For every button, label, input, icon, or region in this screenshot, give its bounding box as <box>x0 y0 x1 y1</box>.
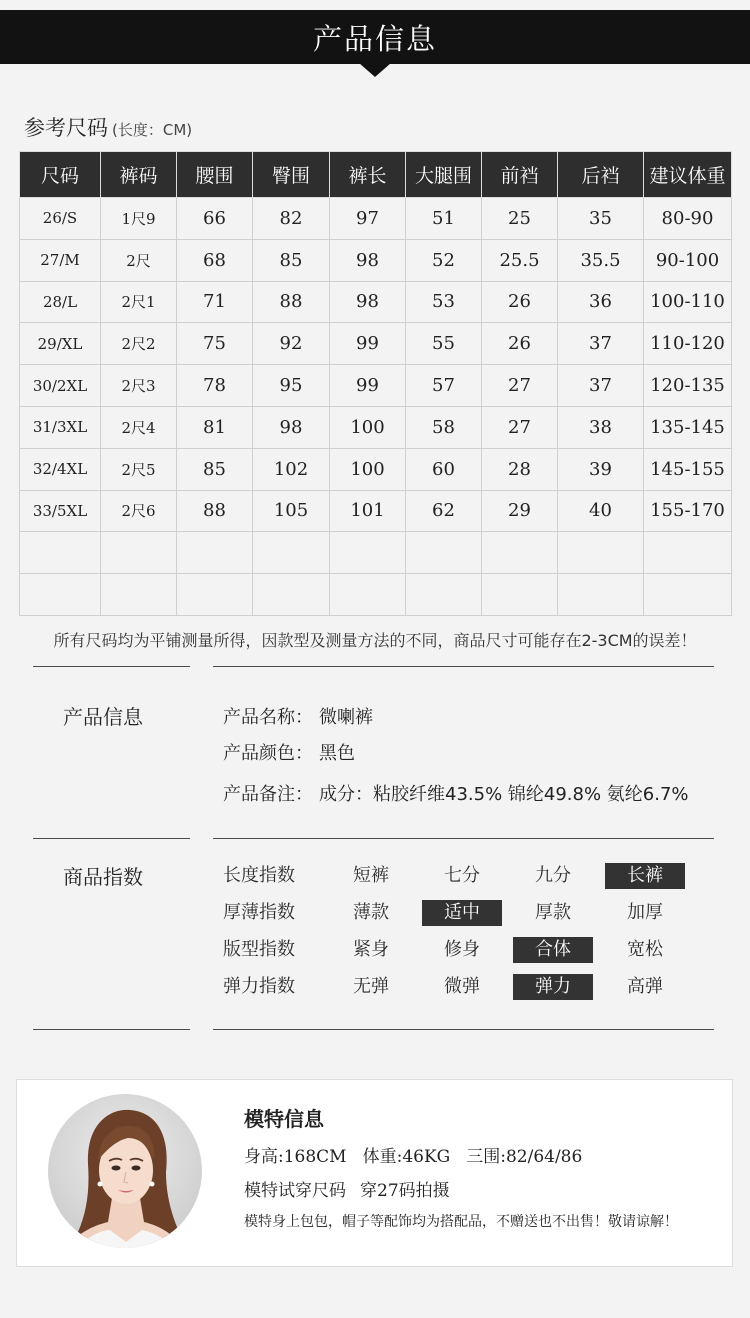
table-cell: 52 <box>406 239 482 281</box>
table-cell: 71 <box>177 281 253 323</box>
table-cell: 30/2XL <box>20 365 101 407</box>
table-cell: 53 <box>406 281 482 323</box>
model-trial-row <box>244 1176 450 1201</box>
table-cell <box>330 532 406 574</box>
index-option: 七分 <box>444 865 480 886</box>
model-stats-row <box>244 1142 582 1167</box>
divider <box>33 1029 190 1030</box>
divider <box>213 666 714 667</box>
table-cell: 2尺6 <box>101 490 177 532</box>
table-cell <box>482 532 558 574</box>
table-cell: 2尺5 <box>101 448 177 490</box>
table-row <box>20 406 732 448</box>
table-cell: 155-170 <box>644 490 732 532</box>
table-cell <box>558 532 644 574</box>
table-cell: 75 <box>177 323 253 365</box>
divider <box>33 838 190 839</box>
table-cell: 26 <box>482 281 558 323</box>
column-header: 后裆 <box>558 152 644 198</box>
index-option: 修身 <box>444 939 480 960</box>
table-row <box>20 281 732 323</box>
product-name-row <box>223 703 373 729</box>
table-cell: 39 <box>558 448 644 490</box>
model-photo-icon <box>48 1094 202 1248</box>
table-cell: 28 <box>482 448 558 490</box>
table-cell <box>101 574 177 616</box>
table-cell: 95 <box>253 365 330 407</box>
index-name: 弹力指数 <box>223 976 295 997</box>
divider <box>33 666 190 667</box>
table-cell: 90-100 <box>644 239 732 281</box>
table-cell: 102 <box>253 448 330 490</box>
divider <box>213 1029 714 1030</box>
product-name-key: 产品名称： <box>223 707 313 728</box>
table-row <box>20 490 732 532</box>
table-cell: 27 <box>482 406 558 448</box>
table-row <box>20 448 732 490</box>
header-arrow-decoration <box>359 63 391 77</box>
column-header: 臀围 <box>253 152 330 198</box>
table-cell: 35 <box>558 198 644 240</box>
table-cell: 32/4XL <box>20 448 101 490</box>
table-cell: 27/M <box>20 239 101 281</box>
table-cell <box>406 532 482 574</box>
size-chart-table <box>19 151 732 616</box>
table-cell: 62 <box>406 490 482 532</box>
table-cell: 38 <box>558 406 644 448</box>
table-cell <box>177 574 253 616</box>
table-cell: 31/3XL <box>20 406 101 448</box>
table-cell: 80-90 <box>644 198 732 240</box>
table-row <box>20 198 732 240</box>
index-option: 微弹 <box>444 976 480 997</box>
index-option-selected: 长裤 <box>605 863 685 889</box>
table-cell: 1尺9 <box>101 198 177 240</box>
size-chart-unit: (长度：CM) <box>112 121 193 139</box>
table-cell: 60 <box>406 448 482 490</box>
index-row <box>223 900 723 926</box>
table-cell: 101 <box>330 490 406 532</box>
table-cell: 58 <box>406 406 482 448</box>
table-cell: 100 <box>330 406 406 448</box>
model-weight: 体重:46KG <box>362 1147 451 1167</box>
table-cell: 2尺4 <box>101 406 177 448</box>
model-avatar <box>48 1094 202 1248</box>
table-cell <box>20 532 101 574</box>
table-cell: 33/5XL <box>20 490 101 532</box>
table-cell: 2尺2 <box>101 323 177 365</box>
table-cell <box>406 574 482 616</box>
table-row <box>20 574 732 616</box>
index-option-selected: 合体 <box>513 937 593 963</box>
table-cell <box>101 532 177 574</box>
table-cell: 135-145 <box>644 406 732 448</box>
size-table-header-row <box>20 152 732 198</box>
index-name: 版型指数 <box>223 939 295 960</box>
header-bar <box>0 10 750 64</box>
table-cell: 97 <box>330 198 406 240</box>
table-cell: 110-120 <box>644 323 732 365</box>
table-row <box>20 365 732 407</box>
table-cell: 100-110 <box>644 281 732 323</box>
index-option: 薄款 <box>353 902 389 923</box>
index-option: 九分 <box>535 865 571 886</box>
model-info-title: 模特信息 <box>244 1107 324 1131</box>
index-option: 高弹 <box>627 976 663 997</box>
table-cell: 2尺1 <box>101 281 177 323</box>
product-remark-key: 产品备注： <box>223 784 313 805</box>
product-color-value: 黑色 <box>319 743 355 764</box>
product-info-label: 产品信息 <box>63 705 143 729</box>
table-cell <box>482 574 558 616</box>
model-trial-value: 穿27码拍摄 <box>360 1181 450 1201</box>
table-cell: 26 <box>482 323 558 365</box>
table-cell: 78 <box>177 365 253 407</box>
table-cell <box>558 574 644 616</box>
table-cell: 98 <box>330 239 406 281</box>
model-measurements: 三围:82/64/86 <box>466 1147 583 1167</box>
table-row <box>20 323 732 365</box>
index-row <box>223 974 723 1000</box>
divider <box>213 838 714 839</box>
table-cell: 68 <box>177 239 253 281</box>
size-chart-heading <box>24 112 192 142</box>
table-cell: 26/S <box>20 198 101 240</box>
column-header: 裤码 <box>101 152 177 198</box>
model-height: 身高:168CM <box>244 1147 347 1167</box>
table-cell <box>20 574 101 616</box>
table-cell: 29 <box>482 490 558 532</box>
column-header: 大腿围 <box>406 152 482 198</box>
index-option: 紧身 <box>353 939 389 960</box>
index-option-selected: 适中 <box>422 900 502 926</box>
table-cell: 99 <box>330 365 406 407</box>
table-row <box>20 532 732 574</box>
index-option-selected: 弹力 <box>513 974 593 1000</box>
table-cell <box>253 574 330 616</box>
index-option: 加厚 <box>627 902 663 923</box>
table-cell: 98 <box>330 281 406 323</box>
table-cell: 99 <box>330 323 406 365</box>
table-cell: 92 <box>253 323 330 365</box>
product-color-row <box>223 739 355 765</box>
table-cell: 66 <box>177 198 253 240</box>
table-cell <box>644 574 732 616</box>
product-color-key: 产品颜色： <box>223 743 313 764</box>
index-option: 无弹 <box>353 976 389 997</box>
column-header: 尺码 <box>20 152 101 198</box>
index-option: 厚款 <box>535 902 571 923</box>
table-cell: 37 <box>558 365 644 407</box>
measurement-note: 所有尺码均为平铺测量所得，因款型及测量方法的不同，商品尺寸可能存在2-3CM的误差！ <box>53 631 697 650</box>
table-cell: 2尺 <box>101 239 177 281</box>
table-cell <box>330 574 406 616</box>
table-cell: 25 <box>482 198 558 240</box>
indices-label: 商品指数 <box>63 865 143 889</box>
column-header: 腰围 <box>177 152 253 198</box>
table-row <box>20 239 732 281</box>
column-header: 裤长 <box>330 152 406 198</box>
table-cell: 2尺3 <box>101 365 177 407</box>
table-cell <box>177 532 253 574</box>
table-cell: 81 <box>177 406 253 448</box>
product-name-value: 微喇裤 <box>319 707 373 728</box>
page-title: 产品信息 <box>312 21 437 56</box>
table-cell: 37 <box>558 323 644 365</box>
table-cell: 40 <box>558 490 644 532</box>
table-cell: 28/L <box>20 281 101 323</box>
table-cell: 85 <box>253 239 330 281</box>
table-cell: 85 <box>177 448 253 490</box>
table-cell: 57 <box>406 365 482 407</box>
column-header: 前裆 <box>482 152 558 198</box>
index-name: 厚薄指数 <box>223 902 295 923</box>
table-cell: 120-135 <box>644 365 732 407</box>
table-cell: 35.5 <box>558 239 644 281</box>
index-row <box>223 937 723 963</box>
index-name: 长度指数 <box>223 865 295 886</box>
index-option: 短裤 <box>353 865 389 886</box>
index-row <box>223 863 723 889</box>
table-cell: 27 <box>482 365 558 407</box>
table-cell: 55 <box>406 323 482 365</box>
table-cell: 100 <box>330 448 406 490</box>
product-remark-row <box>223 780 689 806</box>
table-cell: 145-155 <box>644 448 732 490</box>
table-cell: 82 <box>253 198 330 240</box>
table-cell: 88 <box>177 490 253 532</box>
table-cell <box>644 532 732 574</box>
table-cell: 29/XL <box>20 323 101 365</box>
column-header: 建议体重 <box>644 152 732 198</box>
table-cell: 25.5 <box>482 239 558 281</box>
size-chart-title: 参考尺码 <box>24 116 108 140</box>
table-cell: 36 <box>558 281 644 323</box>
model-disclaimer: 模特身上包包，帽子等配饰均为搭配品，不赠送也不出售！敬请谅解！ <box>244 1214 678 1230</box>
table-cell <box>253 532 330 574</box>
index-option: 宽松 <box>627 939 663 960</box>
table-cell: 88 <box>253 281 330 323</box>
table-cell: 98 <box>253 406 330 448</box>
table-cell: 105 <box>253 490 330 532</box>
product-remark-value: 成分：粘胶纤维43.5% 锦纶49.8% 氨纶6.7% <box>319 784 689 805</box>
table-cell: 51 <box>406 198 482 240</box>
model-trial-label: 模特试穿尺码 <box>244 1181 346 1201</box>
